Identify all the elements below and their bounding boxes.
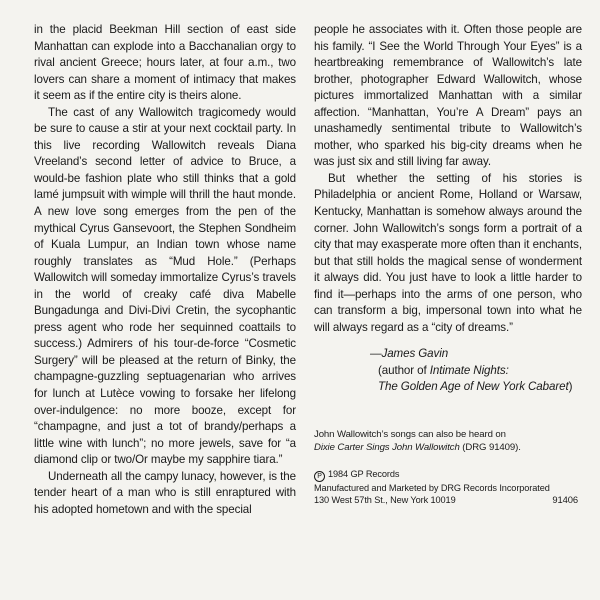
credit-suffix: ) xyxy=(568,380,573,394)
credit-prefix: (author of xyxy=(378,363,430,377)
right-paragraph-2: But whether the setting of his stories is Philadelphia or ancient Rome, Holland or Warsaw, Kentucky, Manhattan is somehow always around the corner. John Wallowitch’s songs form a portrait of a city that may exasperate more often than it enchants, but that still holds the magical sense of wonderment it always did. You just have to look a little harder to find it—perhaps into the arms of one person, who can transform a big, impersonal town into what he will always regard as a “city of dreams.” xyxy=(314,171,582,334)
signature-author: —James Gavin xyxy=(370,347,449,361)
book-title-line-1: Intimate Nights: xyxy=(429,363,509,377)
phonogram-copyright-icon: P xyxy=(314,471,325,482)
manufacturer-line: Manufactured and Marketed by DRG Records Incorporated xyxy=(314,482,550,493)
right-paragraph-1: people he associates with it. Often those people are his family. “I See the World Through Your Eyes” is a heartbreaking remembrance of Wallowitch’s late brother, photographer Edward Wallowitch, whose pictures immortalized Manhattan with a similar affection. “Manhattan, You’re A Dream” pays an unashamedly sentimental tribute to Wallowitch’s mother, who sparked his big-city dreams when he was just six and still living far away. xyxy=(314,23,582,169)
label-credits xyxy=(314,468,582,507)
also-heard-note xyxy=(314,428,582,454)
left-paragraph-1: in the placid Beekman Hill section of east side Manhattan can explode into a Bacchanalian orgy to rival ancient Greece; hours later, at four a.m., two lovers can share a moment of intimacy that makes it seem as if the entire city is theirs alone. xyxy=(34,23,296,103)
book-title-line-2: The Golden Age of New York Cabaret xyxy=(378,380,569,394)
catalog-number: 91406 xyxy=(552,494,578,506)
left-paragraph-3: Underneath all the campy lunacy, however, is the tender heart of a man who is still enraptured with his adopted hometown and with the special xyxy=(34,469,296,516)
note-catalog: (DRG 91409). xyxy=(459,441,521,453)
note-album-title: Dixie Carter Sings John Wallowitch xyxy=(314,441,460,453)
copyright-line: 1984 GP Records xyxy=(328,468,400,479)
right-column xyxy=(314,22,582,507)
note-line-1: John Wallowitch’s songs can also be heard on xyxy=(314,428,506,440)
signature-block xyxy=(314,346,582,396)
left-paragraph-2: The cast of any Wallowitch tragicomedy would be sure to cause a stir at your next cocktail party. In this live recording Wallowitch reveals Diana Vreeland’s second letter of advice to Bruce, a would-be fashion plate who still thinks that a gold lamé jumpsuit with wimple will thrill the haut monde. A new love song emerges from the pen of the mythical Cyrus Gansevoort, the Stephen Sondheim of Kuala Lumpur, an Indian town whose name roughly translates as “Mud Hole.” (Perhaps Wallowitch will someday immortalize Cyrus’s travels in the world of creaky café diva Mabelle Bungadunga and Divi-Divi Cretin, the sycophantic press agent who rode her sequinned coattails to success.) Admirers of his tour-de-force “Cosmetic Surgery” will be pleased at the return of Binky, the champagne-guzzling septuagenarian who arrives for lunch at Lutèce vowing to forsake her lifelong over-indulgence: no more booze, except for “champagne, and just a tot of brandy/perhaps a little wine with lunch”; no more jewels, save for “a diamond clip or two/Or maybe my sapphire tiara.” xyxy=(34,105,296,467)
left-column xyxy=(34,22,296,518)
address-line: 130 West 57th St., New York 10019 xyxy=(314,495,456,506)
